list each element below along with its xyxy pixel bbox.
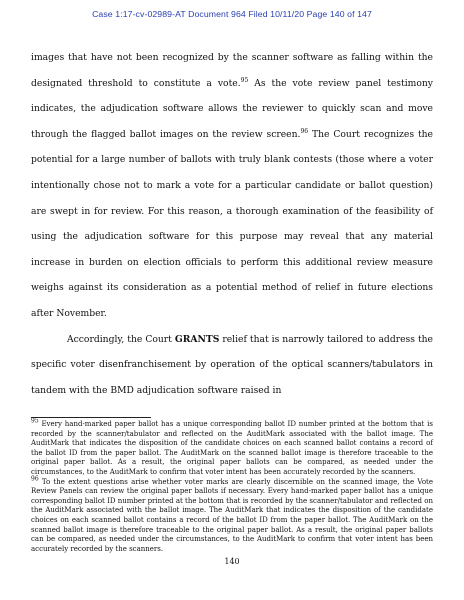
case-header: Case 1:17-cv-02989-AT Document 964 Filed 10/11/20 Page 140 of 147	[92, 9, 372, 19]
footnote-ref-96[interactable]: 96	[300, 127, 309, 135]
footnote-text: To the extent questions arise whether voter marks are clearly discernible on the scanned image, the Vote Review Panels can review the original paper ballots if necessary. Every hand-marked paper ballot has a unique corresponding ballot ID number printed at the bottom that is recorded by the scanner/tabulator and reflected on the AuditMark associated with the ballot image. The AuditMark that indicates the disposition of the candidate choices on each scanned ballot contains a record of the ballot ID from the paper ballot. The AuditMark on the scanned ballot image is therefore traceable to the original paper ballot. As a result, the original paper ballots can be compared, as needed under the circumstances, to the AuditMark to confirm that voter intent has been accurately recorded by the scanners.	[31, 477, 433, 553]
para2-text-b: relief that is narrowly tailored to address the specific voter disenfranchisement by operation of the optical scanners/tabulators in tandem with the BMD adjudication software raised in	[31, 333, 433, 396]
para1-text-b: As the vote review panel testimony indicates, the adjudication software allows the reviewer to quickly scan and move through the flagged ballot images on the review screen.	[31, 77, 433, 140]
para1-text-c: The Court recognizes the potential for a large number of ballots with truly blank contests (those where a voter intentionally chose not to mark a vote for a particular candidate or ballot question) are swept in for review. For this reason, a thorough examination of the feasibility of using the adjudication software for this purpose may reveal that any material increase in burden on election officials to perform this additional review measure weighs against its consideration as a potential method of relief in future elections after November.	[31, 128, 433, 319]
para1-text-a: images that have not been recognized by the scanner software as falling within the designated threshold to constitute a vote.	[31, 52, 433, 89]
paragraph-2	[31, 327, 433, 404]
footnotes	[31, 417, 433, 554]
paragraph-1	[31, 45, 433, 327]
page-number: 140	[224, 557, 240, 566]
footnote-divider	[31, 417, 151, 418]
grants-bold: GRANTS	[174, 333, 220, 345]
para2-text-a: Accordingly, the Court	[67, 333, 175, 345]
footnote-text: Every hand-marked paper ballot has a unique corresponding ballot ID number printed at the bottom that is recorded by the scanner/tabulator and reflected on the AuditMark associated with the ballot image. The AuditMark that indicates the disposition of the candidate choices on each scanned ballot contains a record of the ballot ID from the paper ballot. The AuditMark on the scanned ballot image is therefore traceable to the original paper ballot. As a result, the original paper ballots can be compared, as needed under the circumstances, to the AuditMark to confirm that voter intent has been accurately recorded by the scanners.	[31, 420, 433, 476]
footnote-number: 95	[31, 417, 39, 425]
footnote-number: 96	[31, 475, 39, 483]
footnote-ref-95[interactable]: 95	[240, 76, 249, 84]
body-text	[31, 45, 433, 403]
footnote-95	[31, 417, 433, 478]
footnote-96	[31, 475, 433, 555]
